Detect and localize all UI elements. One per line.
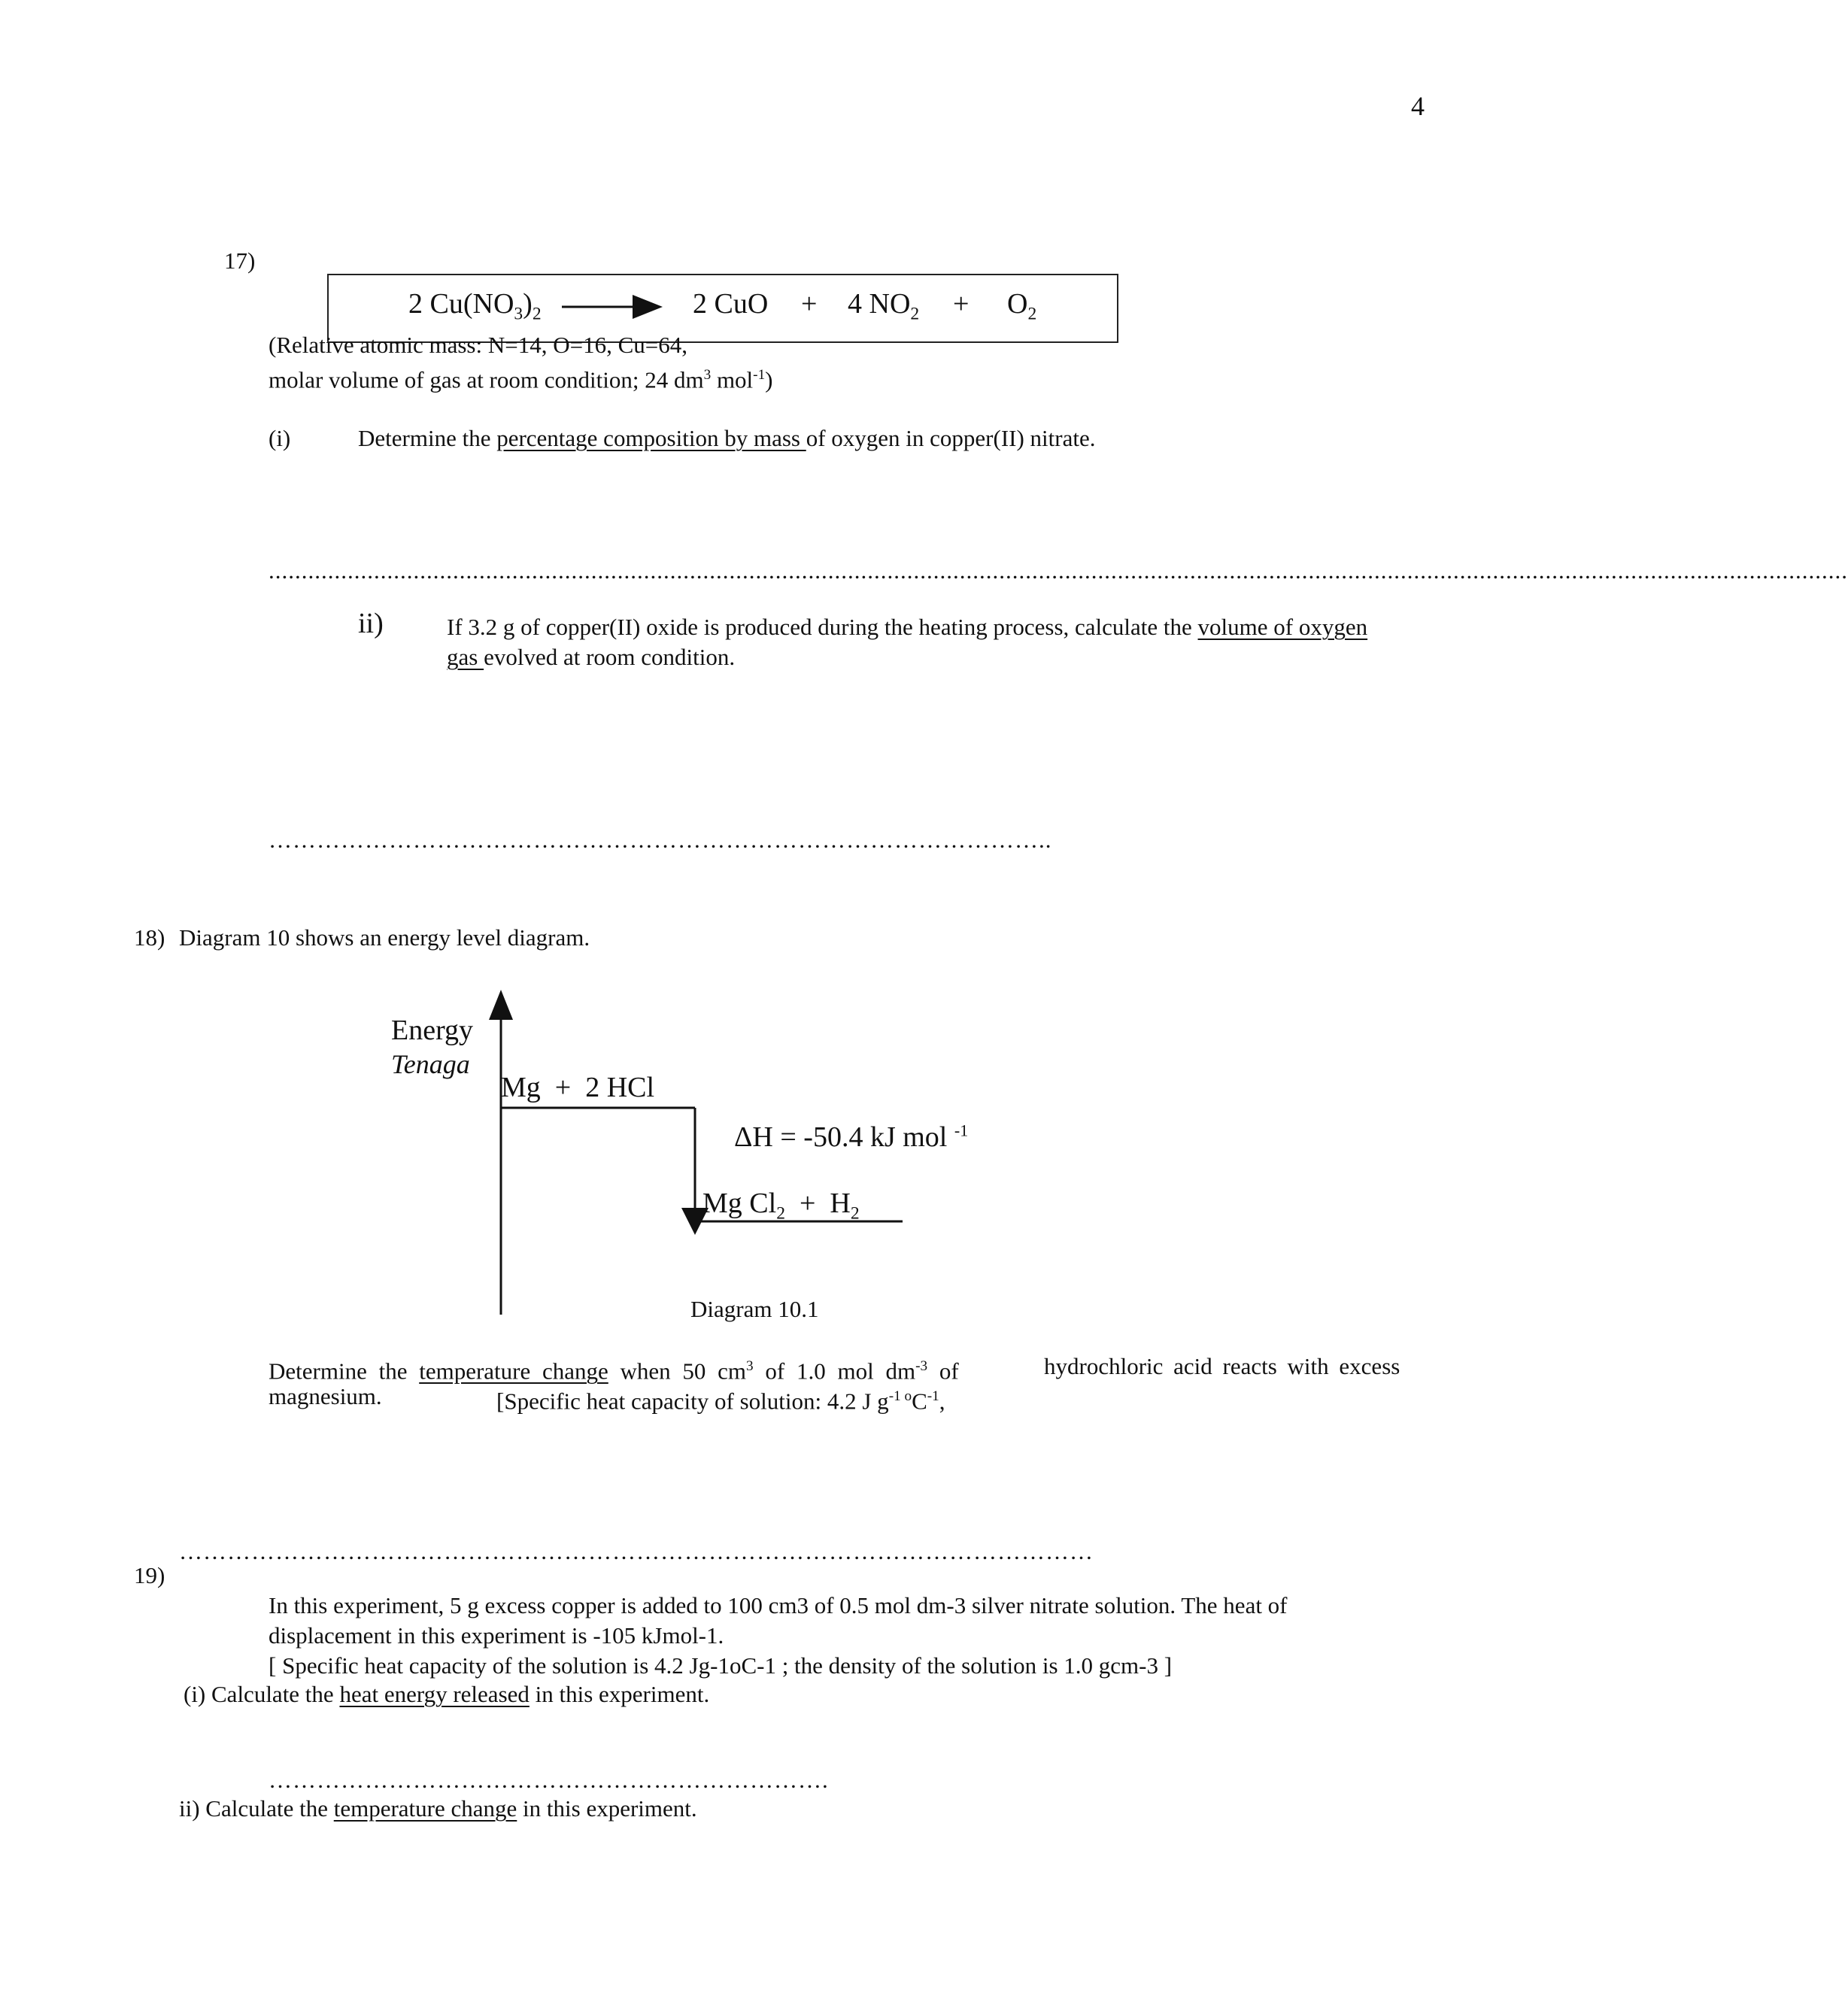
energy-level-diagram [481, 990, 933, 1321]
q18-question-line2-a: magnesium. [269, 1383, 382, 1409]
q18-question-line1: Determine the temperature change when 50 $cm^3$ of 1.0 mol $dm^{-3}$ of [269, 1357, 959, 1385]
equation-reactant: 2 $Cu(NO_3)_2$ [408, 288, 542, 324]
q17-part-ii-line2: gas evolved at room condition. [447, 644, 736, 670]
q17-part-ii-label: ii) [358, 608, 384, 639]
q17-given-line1: (Relative atomic mass: N=14, O=16, Cu=64, [269, 332, 687, 358]
equation-plus-2: + [953, 288, 970, 320]
underline-temperature-change: temperature change [333, 1795, 517, 1822]
answer-line: …………………………………………………………………………………….. [269, 827, 1052, 853]
reaction-arrow [562, 292, 663, 322]
q18-number: 18) [134, 924, 165, 951]
answer-line: ................................................................................................................................................................................................................................................ [269, 557, 1848, 584]
reactants-label: Mg + 2 HCl [501, 1072, 655, 1103]
q19-part-i: (i) Calculate the heat energy released in this experiment. [184, 1681, 710, 1707]
q19-line3: [ Specific heat capacity of the solution is 4.2 Jg-1oC-1 ; the density of the solution is 1.0 gcm-3 ] [269, 1652, 1173, 1679]
q19-part-ii: ii) Calculate the temperature change in this experiment. [179, 1795, 697, 1822]
products-label: Mg $Cl_2 + H_2$ [702, 1188, 860, 1224]
q18-question-line1-right: hydrochloric acid reacts with excess [1044, 1353, 1400, 1379]
q19-line1: In this experiment, 5 g excess copper is added to 100 cm3 of 0.5 mol dm-3 silver nitrate solution. The heat of [269, 1592, 1288, 1618]
page-number: 4 [1411, 91, 1425, 121]
underline-volume-of-oxygen: volume of oxygen [1197, 614, 1368, 640]
equation-plus-1: + [801, 288, 818, 320]
q19-number: 19) [134, 1562, 165, 1588]
energy-axis-label-malay: Tenaga [391, 1049, 470, 1079]
equation-product-cuo: 2 CuO [693, 288, 769, 320]
diagram-caption: Diagram 10.1 [690, 1296, 819, 1322]
q18-intro: Diagram 10 shows an energy level diagram. [179, 924, 590, 951]
q17-given-line2: molar volume of gas at room condition; 24 $dm^3$ mol$^{-1}$) [269, 366, 773, 393]
energy-axis-label: Energy [391, 1015, 474, 1046]
underline-percentage-composition: percentage composition by mass [496, 425, 806, 451]
q17-number: 17) [224, 247, 256, 274]
q19-line2: displacement in this experiment is -105 kJmol-1. [269, 1622, 724, 1649]
q17-part-ii-line1: If 3.2 g of copper(II) oxide is produced during the heating process, calculate the volume of oxygen [447, 614, 1368, 640]
q17-part-i-question: Determine the percentage composition by mass of oxygen in copper(II) nitrate. [358, 425, 1096, 451]
underline-heat-energy-released: heat energy released [339, 1681, 530, 1707]
answer-line: …………………………………………………………………………………………………… [179, 1538, 1094, 1564]
equation-product-o2: $O_2$ [1007, 288, 1037, 324]
q17-part-i-label: (i) [269, 425, 291, 451]
q18-question-line2-b: [Specific heat capacity of solution: 4.2 J $g^{-1 o}C^{-1}$, [496, 1388, 945, 1415]
delta-h-label: ΔH = -50.4 kJ mol $^{-1}$ [734, 1121, 969, 1153]
answer-line: ……………………………………………………………. [269, 1767, 829, 1793]
equation-product-no2: 4 $NO_2$ [848, 288, 920, 324]
energy-axis-arrowhead [489, 990, 513, 1020]
